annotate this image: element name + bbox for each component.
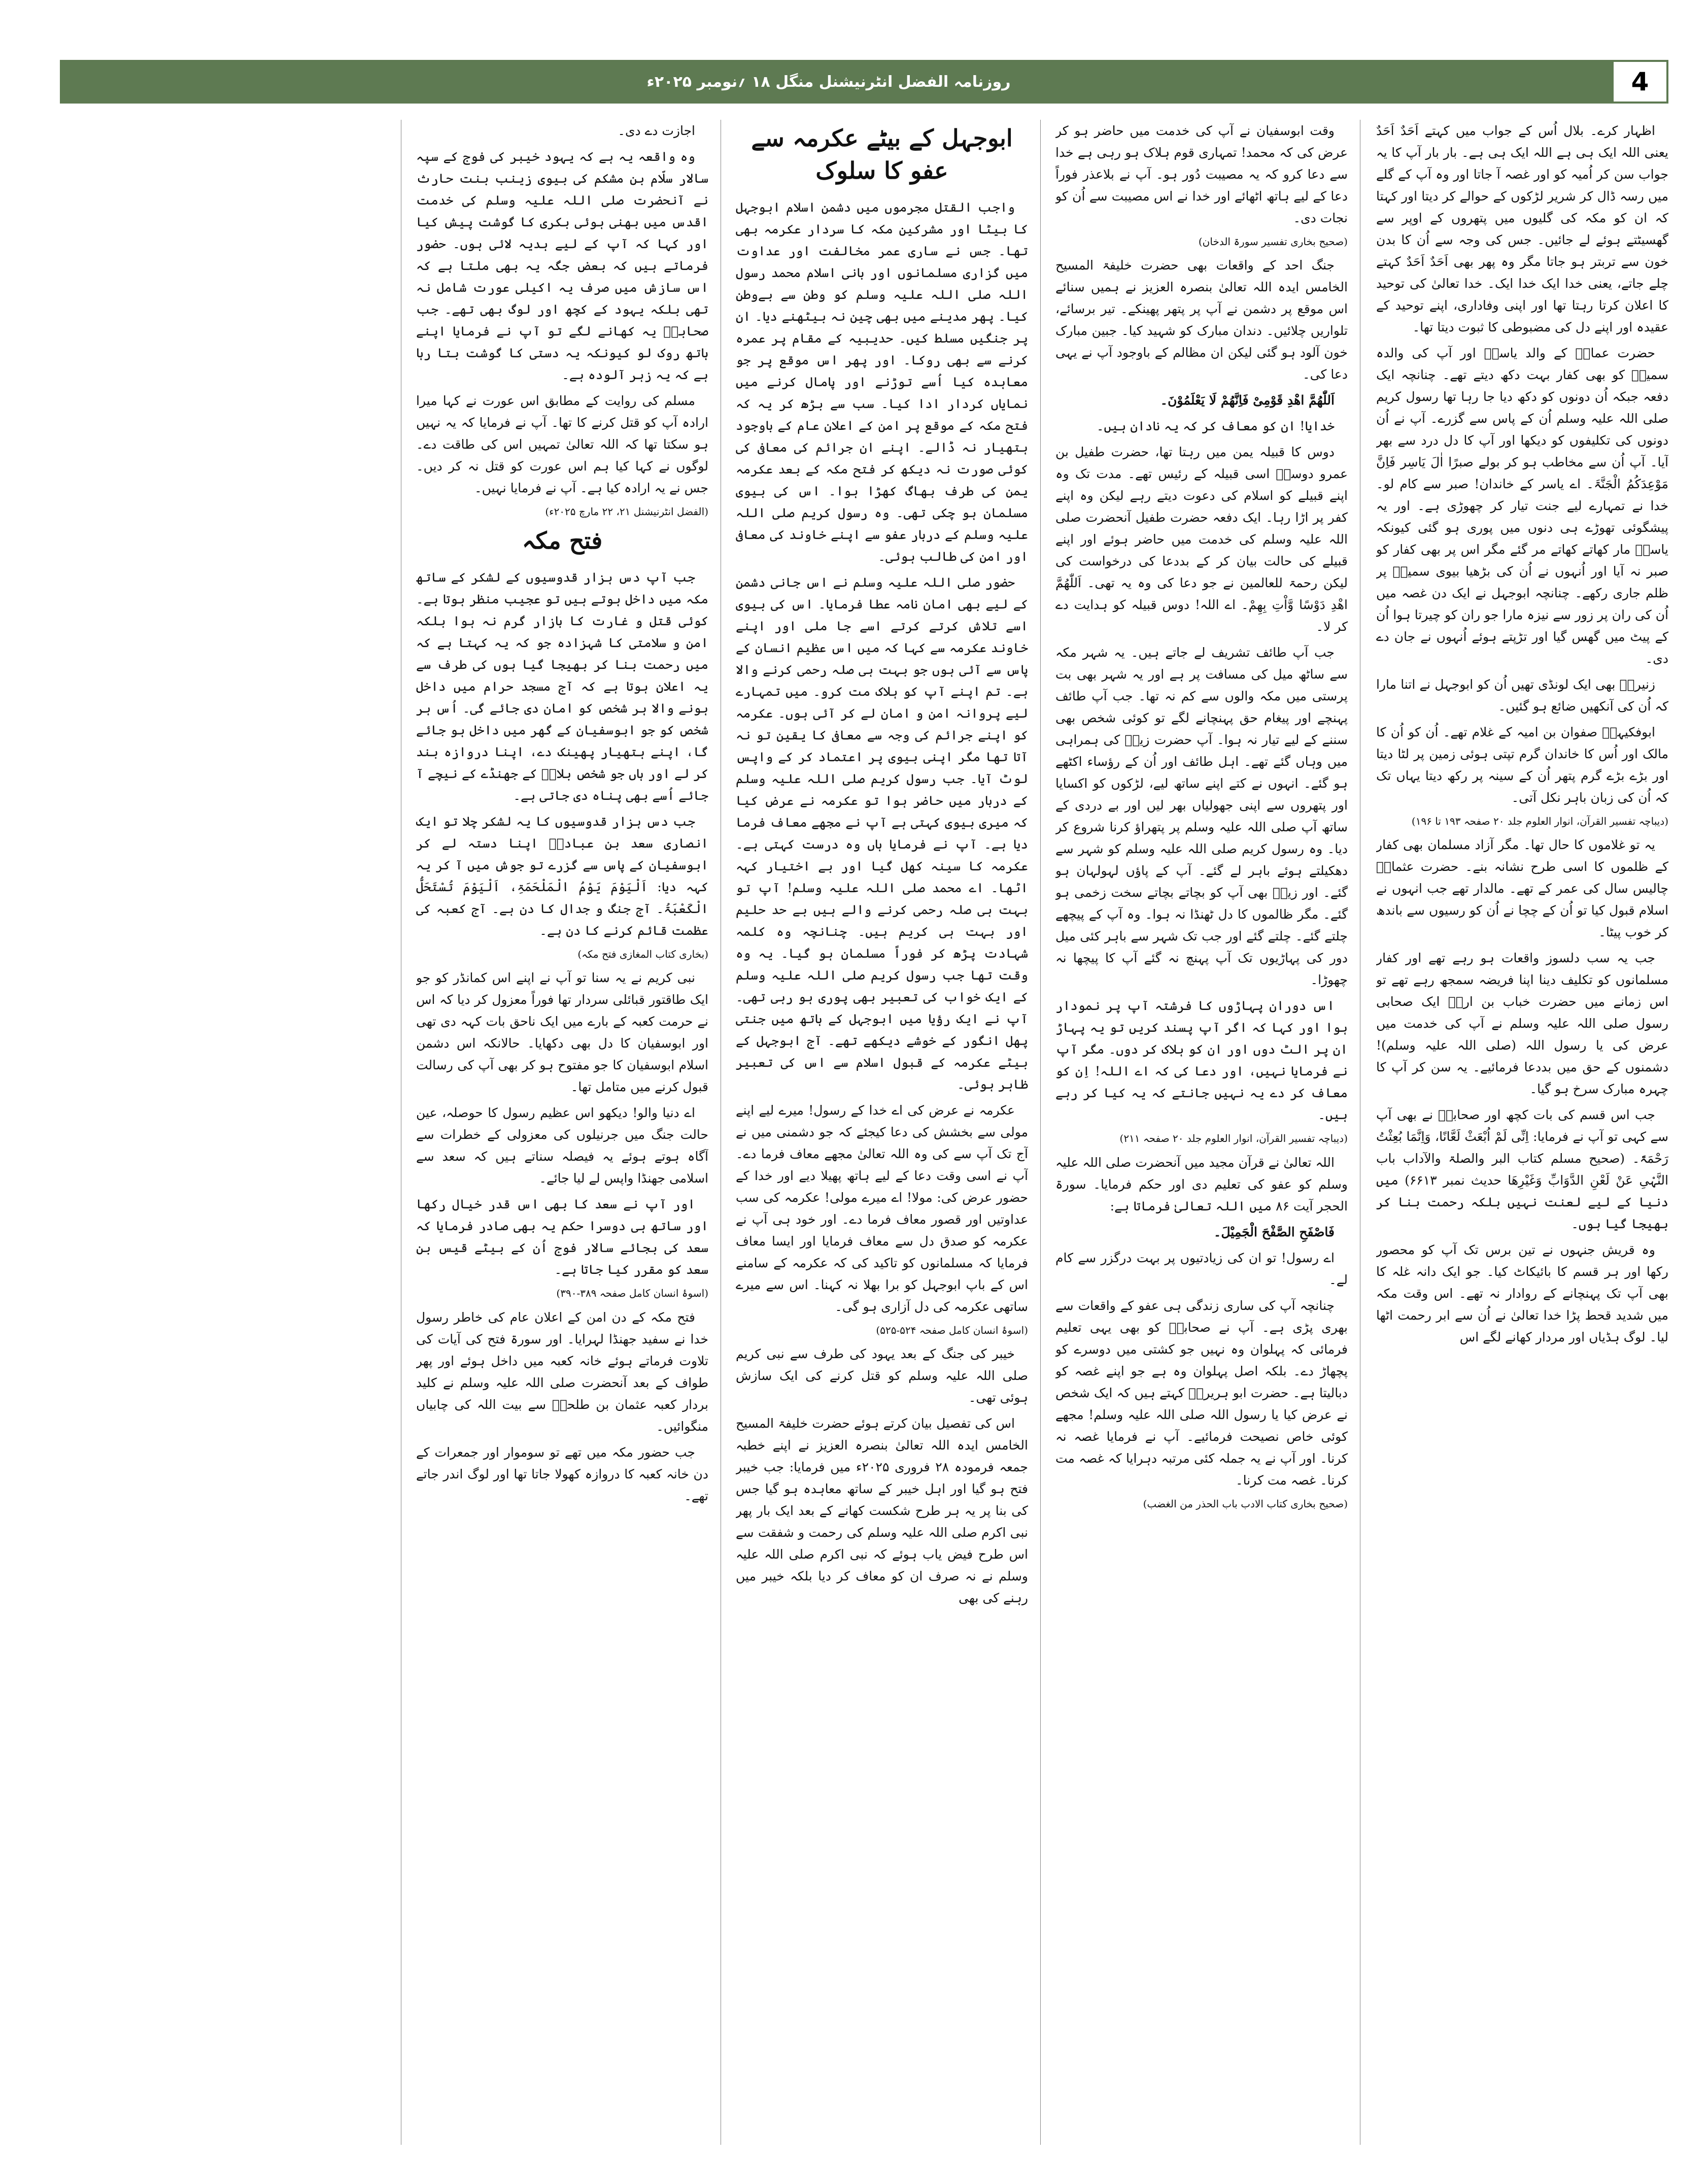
citation: (صحیح بخاری تفسیر سورۃ الدخان) <box>1198 235 1348 248</box>
column-2 <box>1055 120 1348 2145</box>
paragraph: اس دوران پہاڑوں کا فرشتہ آپ پر نمودار ہوا اور کہا کہ اگر آپ پسند کریں تو یہ پہاڑ ان پر الٹ دوں اور ان کو ہلاک کر دوں۔ مگر آپ نے فرمایا نہیں، اور دعا کی کہ اے اللہ! اِن کو معاف کر دے یہ نہیں جانتے کہ یہ کیا کر رہے ہیں۔ <box>1055 998 1348 1123</box>
column-4 <box>416 120 708 2145</box>
column-1 <box>1376 120 1668 2145</box>
paragraph: حضور صلی اللہ علیہ وسلم نے اس جانی دشمن کے لیے بھی امان نامہ عطا فرمایا۔ اس کی بیوی اسے تلاش کرتے کرتے اسے جا ملی اور اپنے خاوند عکرمہ سے کہا کہ میں اس عظیم انسان کے پاس سے آئی ہوں جو بہت ہی صلہ رحمی کرنے والا ہے۔ تم اپنے آپ کو ہلاک مت کرو۔ میں تمہارے لیے پروانہ امن و امان لے کر آئی ہوں۔ عکرمہ کو اپنے جرائم کی وجہ سے معافی کا یقین تو نہ آتا تھا مگر اپنی بیوی پر اعتماد کر کے واپس لوٹ آیا۔ جب رسول کریم صلی اللہ علیہ وسلم کے دربار میں حاضر ہوا تو عکرمہ نے عرض کیا کہ میری بیوی کہتی ہے آپ نے مجھے معاف فرما دیا ہے۔ آپ نے فرمایا ہاں وہ درست کہتی ہے۔ عکرمہ کا سینہ کھل گیا اور بے اختیار کہہ اٹھا۔ اے محمد صلی اللہ علیہ وسلم! آپ تو بہت ہی صلہ رحمی کرنے والے ہیں بے حد حلیم اور بہت ہی کریم ہیں۔ چنانچہ وہ کلمہ شہادت پڑھ کر فوراً مسلمان ہو گیا۔ یہ وہ وقت تھا جب رسول کریم صلی اللہ علیہ وسلم کے ایک خواب کی تعبیر بھی پوری ہو رہی تھی۔ آپ نے ایک رؤیا میں ابوجہل کے ہاتھ میں جنتی پھل انگور کے خوشے دیکھے تھے۔ آج ابوجہل کے بیٹے عکرمہ کے قبول اسلام سے اس کی تعبیر ظاہر ہوئی۔ <box>736 575 1028 1092</box>
paragraph: عکرمہ نے عرض کی اے خدا کے رسول! میرے لیے اپنے مولی سے بخشش کی دعا کیجئے کہ جو دشمنی میں نے آج تک آپ سے کی وہ اللہ تعالیٰ مجھے معاف فرما دے۔ آپ نے اسی وقت دعا کے لیے ہاتھ پھیلا دیے اور خدا کے حضور عرض کی: مولا! اے میرے مولی! عکرمہ کی سب عداوتیں اور قصور معاف فرما دے۔ اور خود ہی آپ نے عکرمہ کو صدق دل سے معاف فرمایا اور ایسا معاف فرمایا کہ مسلمانوں کو تاکید کی کہ عکرمہ کے سامنے اس کے باپ ابوجہل کو برا بھلا نہ کہنا۔ اس سے میرے ساتھی عکرمہ کی دل آزاری ہو گی۔ <box>736 1102 1028 1314</box>
paragraph: واجب القتل مجرموں میں دشمن اسلام ابوجہل کا بیٹا اور مشرکین مکہ کا سردار عکرمہ بھی تھا۔ جس نے ساری عمر مخالفت اور عداوت میں گزاری مسلمانوں اور بانی اسلام محمد رسول اللہ صلی اللہ علیہ وسلم کو وطن سے بےوطن کیا۔ پھر مدینے میں بھی چین نہ بیٹھنے دیا۔ ان پر جنگیں مسلط کیں۔ حدیبیہ کے مقام پر عمرہ کرنے سے بھی روکا۔ اور پھر اس موقع پر جو معاہدہ کیا اُسے توڑنے اور پامال کرنے میں نمایاں کردار ادا کیا۔ سب سے بڑھ کر یہ کہ فتح مکہ کے موقع پر امن کے اعلان عام کے باوجود ہتھیار نہ ڈالے۔ اپنے ان جرائم کی معافی کی کوئی صورت نہ دیکھ کر فتح مکہ کے بعد عکرمہ یمن کی طرف بھاگ کھڑا ہوا۔ اس کی بیوی مسلمان ہو چکی تھی۔ وہ رسول کریم صلی اللہ علیہ وسلم کے دربار عفو سے اپنے خاوند کی معافی اور امن کی طالب ہوئی۔ <box>736 199 1028 564</box>
citation: (دیباچہ تفسیر القرآن، انوار العلوم جلد ۲۰ صفحہ ۱۹۳ تا ۱۹۶) <box>1411 815 1668 827</box>
citation: (الفضل انٹرنیشنل ۲۱، ۲۲ مارچ ۲۰۲۵ء) <box>545 505 708 518</box>
citation: (صحیح بخاری کتاب الادب باب الحذر من الغضب) <box>1143 1497 1348 1510</box>
masthead: روزنامہ الفضل انٹرنیشنل منگل ۱۸ ؍نومبر ۲۰۲۵ء <box>646 73 1011 91</box>
paragraph: اے رسول! تو ان کی زیادتیوں پر بہت درگزر سے کام لے۔ <box>1055 1250 1348 1287</box>
paragraph: جب اس قسم کی بات کچھ اور صحابہؓ نے بھی آپ سے کہی تو آپ نے فرمایا: اِنِّی لَمْ اُبْعَثْ لَعَّانًا، وَاِنَّمَا بُعِثْتُ رَحْمَۃً۔ (صحیح مسلم کتاب البر والصلۃ والآداب باب النَّہْیِ عَنْ لَعْنِ الدَّوَابِّ وَغَیْرِھَا حدیث نمبر ۶۶۱۳) میں دنیا کے لیے لعنت نہیں بلکہ رحمت بنا کر بھیجا گیا ہوں۔ <box>1376 1107 1668 1232</box>
paragraph: وہ قریش جنہوں نے تین برس تک آپ کو محصور رکھا اور ہر قسم کا بائیکاٹ کیا۔ جو ایک دانہ غلہ کا بھی آپ تک پہنچانے کے روادار نہ تھے۔ اس وقت مکہ میں شدید قحط پڑا خدا تعالیٰ نے اُن سے ابر رحمت اٹھا لیا۔ لوگ ہڈیاں اور مردار کھانے لگے اس <box>1376 1242 1668 1345</box>
paragraph: مسلم کی روایت کے مطابق اس عورت نے کہا میرا ارادہ آپ کو قتل کرنے کا تھا۔ آپ نے فرمایا کہ یہ نہیں ہو سکتا تھا کہ اللہ تعالیٰ تمہیں اس کی طاقت دے۔ لوگوں نے کہا کیا ہم اس عورت کو قتل نہ کر دیں۔ جس نے یہ ارادہ کیا ہے۔ آپ نے فرمایا نہیں۔ <box>416 393 708 495</box>
paragraph: اس کی تفصیل بیان کرتے ہوئے حضرت خلیفۃ المسیح الخامس ایدہ اللہ تعالیٰ بنصرہ العزیز نے اپنے خطبہ جمعہ فرمودہ ۲۸ فروری ۲۰۲۵ء میں فرمایا: جب خیبر فتح ہو گیا اور اہل خیبر کے ساتھ معاہدہ ہو گیا جس کی بنا پر یہ ہر طرح شکست کھانے کے بعد ایک بار پھر نبی اکرم صلی اللہ علیہ وسلم کی رحمت و شفقت سے اس طرح فیض یاب ہوئے کہ نبی اکرم صلی اللہ علیہ وسلم نے نہ صرف ان کو معاف کر دیا بلکہ خیبر میں رہنے کی بھی <box>736 1416 1028 1606</box>
paragraph: اور آپ نے سعد کا بھی اس قدر خیال رکھا اور ساتھ ہی دوسرا حکم یہ بھی صادر فرمایا کہ سعد کی بجائے سالار فوج اُن کے بیٹے قیس بن سعد کو مقرر کیا جاتا ہے۔ <box>416 1197 708 1277</box>
paragraph: خدایا! ان کو معاف کر کہ یہ نادان ہیں۔ <box>1096 419 1335 434</box>
paragraph: حضرت عمارؓ کے والد یاسرؓ اور آپ کی والدہ سمیہؓ کو بھی کفار بہت دکھ دیتے تھے۔ چنانچہ ایک دفعہ جبکہ اُن دونوں کو دکھ دیا جا رہا تھا رسول کریم صلی اللہ علیہ وسلم اُن کے پاس سے گزرے۔ آپ نے اُن دونوں کی تکلیفوں کو دیکھا اور آپ کا دل درد سے بھر آیا۔ آپ اُن سے مخاطب ہو کر بولے صبرًا اٰلَ یَاسِر فَاِنَّ مَوْعِدَکُمُ الْجَنَّۃَ۔ اے یاسر کے خاندان! صبر سے کام لو۔ خدا نے تمہارے لیے جنت تیار کر چھوڑی ہے۔ اور یہ پیشگوئی تھوڑے ہی دنوں میں پوری ہو گئی کیونکہ یاسرؓ مار کھاتے کھاتے مر گئے مگر اس پر بھی کفار کو صبر نہ آیا اور اُنہوں نے اُن کی بڑھیا بیوی سمیہؓ پر ظلم جاری رکھے۔ چنانچہ ابوجہل نے ایک دن غصہ میں اُن کی ران پر زور سے نیزہ مارا جو ران کو چیرتا ہوا اُن کے پیٹ میں گھس گیا اور تڑپتے ہوئے اُنہوں نے جان دے دی۔ <box>1376 346 1668 666</box>
paragraph: جب آپ طائف تشریف لے جاتے ہیں۔ یہ شہر مکہ سے ساٹھ میل کی مسافت پر ہے اور یہ شہر بھی بت پرستی میں مکہ والوں سے کم نہ تھا۔ جب آپ طائف پہنچے اور پیغام حق پہنچانے لگے تو کوئی شخص بھی سننے کے لیے تیار نہ ہوا۔ آپ حضرت زیدؓ کی ہمراہی میں وہاں گئے تھے۔ اہل طائف اور اُن کے رؤساء اکٹھے ہو گئے۔ انہوں نے کتے اپنے ساتھ لیے، لڑکوں کو اکسایا اور پتھروں سے اپنی جھولیاں بھر لیں اور بے دردی کے ساتھ آپ صلی اللہ علیہ وسلم پر پتھراؤ کرنا شروع کر دیا۔ وہ رسول کریم صلی اللہ علیہ وسلم کو شہر سے دھکیلتے ہوئے باہر لے گئے۔ آپ کے پاؤں لہولہان ہو گئے۔ اور زیدؓ بھی آپ کو بچاتے بچاتے سخت زخمی ہو گئے۔ مگر ظالموں کا دل ٹھنڈا نہ ہوا۔ وہ آپ کے پیچھے چلتے گئے۔ چلتے گئے اور جب تک شہر سے باہر کئی میل دور کی پہاڑیوں تک آپ پہنچ نہ گئے آپ کا پیچھا نہ چھوڑا۔ <box>1055 645 1348 988</box>
header-bar <box>60 60 1668 104</box>
paragraph: اظہار کرے۔ بلال اُس کے جواب میں کہتے اَحَدٌ اَحَدٌ یعنی اللہ ایک ہی ہے اللہ ایک ہی ہے۔ بار بار آپ کا یہ جواب سن کر اُمیہ کو اور غصہ آ جاتا اور وہ آپ کے گلے میں رسہ ڈال کر شریر لڑکوں کے حوالے کر دیتا اور کہتا کہ ان کو مکہ کی گلیوں میں پتھروں کے اوپر سے گھسیٹتے ہوئے لے جائیں۔ جس کی وجہ سے اُن کا بدن خون سے تربتر ہو جاتا مگر وہ پھر بھی اَحَدٌ اَحَدٌ کہتے چلے جاتے، یعنی خدا ایک خدا ایک۔ خدا تعالیٰ کی توحید کا اعلان کرتا رہتا تھا اور اپنی وفاداری، اپنے توحید کے عقیدہ اور اپنے دل کی مضبوطی کا ثبوت دیتا تھا۔ <box>1376 123 1668 334</box>
arabic-prayer: اَللّٰھُمَّ اھْدِ قَوْمِیْ فَاِنَّھُمْ لَا یَعْلَمُوْنَ۔ <box>1160 393 1335 408</box>
citation: (اسوۂ انسان کامل صفحہ ۵۲۴-۵۲۵) <box>876 1324 1028 1336</box>
citation: (بخاری کتاب المغازی فتح مکہ) <box>577 948 708 960</box>
citation: (دیباچہ تفسیر القرآن، انوار العلوم جلد ۲۰ صفحہ ۲۱۱) <box>1119 1132 1348 1145</box>
section-heading: فتح مکہ <box>522 527 603 555</box>
paragraph: جنگ احد کے واقعات بھی حضرت خلیفۃ المسیح الخامس ایدہ اللہ تعالیٰ بنصرہ العزیز نے ہمیں سنائے اس موقع پر دشمن نے آپ پر پتھر پھینکے۔ تیر برسائے، تلواریں چلائیں۔ دندان مبارک کو شہید کیا۔ جبین مبارک خون آلود ہو گئی لیکن ان مظالم کے باوجود آپ نے یہی دعا کی۔ <box>1055 258 1348 382</box>
paragraph: وہ واقعہ یہ ہے کہ یہود خیبر کی فوج کے سپہ سالار سلّام بن مشکم کی بیوی زینب بنت حارث نے آنحضرت صلی اللہ علیہ وسلم کی خدمت اقدس میں بھنی ہوئی بکری کا گوشت پیش کیا اور کہا کہ آپ کے لیے ہدیہ لائی ہوں۔ حضور فرماتے ہیں کہ بعض جگہ یہ بھی ملتا ہے کہ اس سازش میں صرف یہ اکیلی عورت شامل نہ تھی بلکہ یہود کے کچھ اور لوگ بھی تھے۔ جب صحابہؓ یہ کھانے لگے تو آپ نے فرمایا اپنے ہاتھ روک لو کیونکہ یہ دستی کا گوشت بتا رہا ہے کہ یہ زہر آلودہ ہے۔ <box>416 149 708 382</box>
paragraph: چنانچہ آپ کی ساری زندگی ہی عفو کے واقعات سے بھری پڑی ہے۔ آپ نے صحابہؓ کو بھی یہی تعلیم فرمائی کہ پہلوان وہ نہیں جو کشتی میں دوسرے کو پچھاڑ دے۔ بلکہ اصل پہلوان وہ ہے جو اپنے غصہ کو دبالیتا ہے۔ حضرت ابو ہریرہؓ کہتے ہیں کہ ایک شخص نے عرض کیا یا رسول اللہ صلی اللہ علیہ وسلم! مجھے کوئی خاص نصیحت فرمائیے۔ آپ نے فرمایا غصہ نہ کرنا۔ اور آپ نے یہ جملہ کئی مرتبہ دہرایا کہ غصہ مت کرنا۔ غصہ مت کرنا۔ <box>1055 1298 1348 1488</box>
paragraph: نبی کریم نے یہ سنا تو آپ نے اپنے اس کمانڈر کو جو ایک طاقتور قبائلی سردار تھا فوراً معزول کر دیا کہ اس نے حرمت کعبہ کے بارے میں ایک ناحق بات کہہ دی تھی اور ابوسفیان کا دل بھی دکھایا۔ حالانکہ اس دشمن اسلام ابوسفیان کا جو مفتوح ہو کر بھی آپ کی رسالت قبول کرنے میں متامل تھا۔ <box>416 970 708 1095</box>
section-heading: ابوجہل کے بیٹے عکرمہ سے عفو کا سلوک <box>751 124 1013 185</box>
arabic-verse: فَاصْفَحِ الصَّفْحَ الْجَمِیْلَ۔ <box>1213 1224 1335 1239</box>
paragraph: اے دنیا والو! دیکھو اس عظیم رسول کا حوصلہ، عین حالت جنگ میں جرنیلوں کی معزولی کے خطرات سے آگاہ ہوتے ہوئے یہ فیصلہ سناتے ہیں کہ سعد سے اسلامی جھنڈا واپس لے لیا جائے۔ <box>416 1105 708 1186</box>
paragraph: اللہ تعالیٰ نے قرآن مجید میں آنحضرت صلی اللہ علیہ وسلم کو عفو کی تعلیم دی اور حکم فرمایا۔ سورۃ الحجر آیت ۸۶ میں اللہ تعالیٰ فرماتا ہے: <box>1055 1155 1348 1213</box>
paragraph: خیبر کی جنگ کے بعد یہود کی طرف سے نبی کریم صلی اللہ علیہ وسلم کو قتل کرنے کی ایک سازش ہوئی تھی۔ <box>736 1346 1028 1405</box>
paragraph: دوس کا قبیلہ یمن میں رہتا تھا، حضرت طفیل بن عمرو دوسیؓ اسی قبیلہ کے رئیس تھے۔ مدت تک وہ اپنے قبیلے کو اسلام کی دعوت دیتے رہے لیکن وہ اپنے کفر پر اڑا رہا۔ ایک دفعہ حضرت طفیل آنحضرت صلی اللہ علیہ وسلم کی خدمت میں حاضر ہوئے اور اپنے قبیلے کی حالت بیان کر کے بددعا کی درخواست کی لیکن رحمۃ للعالمین نے جو دعا کی وہ یہ تھی۔ اَللّٰھُمَّ اھْدِ دَوْسًا وَّاْتِ بِھِمْ۔ اے اللہ! دوس قبیلہ کو ہدایت دے کر لا۔ <box>1055 445 1348 634</box>
paragraph: وقت ابوسفیان نے آپ کی خدمت میں حاضر ہو کر عرض کی کہ محمد! تمہاری قوم ہلاک ہو رہی ہے خدا سے دعا کرو کہ یہ مصیبت دُور ہو۔ آپ نے بلاعذر فوراً دعا کے لیے ہاتھ اٹھائے اور خدا نے اس مصیبت سے اُن کو نجات دی۔ <box>1055 123 1348 225</box>
paragraph: جب دس ہزار قدوسیوں کا یہ لشکر چلا تو ایک انصاری سعد بن عبادہؓ اپنا دستہ لے کر ابوسفیان کے پاس سے گزرے تو جوش میں آ کر یہ کہہ دیا: اَلْیَوْمَ یَوْمُ الْمَلْحَمَۃِ، اَلْیَوْمَ تُسْتَحَلُّ الْکَعْبَۃُ۔ آج جنگ و جدال کا دن ہے۔ آج کعبہ کی عظمت قائم کرنے کا دن ہے۔ <box>416 814 708 938</box>
paragraph: جب یہ سب دلسوز واقعات ہو رہے تھے اور کفار مسلمانوں کو تکلیف دینا اپنا فریضہ سمجھ رہے تھے تو اس زمانے میں حضرت خباب بن ارتؓ ایک صحابی رسول صلی اللہ علیہ وسلم نے آپ کی خدمت میں عرض کی یا رسول اللہ (صلی اللہ علیہ وسلم)! دشمنوں کے حق میں بددعا فرمائیے۔ یہ سن کر آپ کا چہرہ مبارک سرخ ہو گیا۔ <box>1376 951 1668 1097</box>
paragraph: جب حضور مکہ میں تھے تو سوموار اور جمعرات کے دن خانہ کعبہ کا دروازہ کھولا جاتا تھا اور لوگ اندر جاتے تھے۔ <box>416 1444 708 1503</box>
citation: (اسوۂ انسان کامل صفحہ ۳۸۹-۳۹۰) <box>556 1287 708 1300</box>
paragraph: ابوفکیہہؓ صفوان بن امیہ کے غلام تھے۔ اُن کو اُن کا مالک اور اُس کا خاندان گرم تپتی ہوئی زمین پر لٹا دیتا اور بڑے بڑے گرم پتھر اُن کے سینہ پر رکھ دیتا یہاں تک کہ اُن کی زبان باہر نکل آتی۔ <box>1376 725 1668 805</box>
paragraph: جب آپ دس ہزار قدوسیوں کے لشکر کے ساتھ مکہ میں داخل ہوتے ہیں تو عجیب منظر ہوتا ہے۔ کوئی قتل و غارت کا بازار گرم نہ ہوا بلکہ امن و سلامتی کا شہزادہ جو کہ یہ کہتا ہے کہ میں رحمت بنا کر بھیجا گیا ہوں کی طرف سے یہ اعلان ہوتا ہے کہ آج مسجد حرام میں داخل ہونے والا ہر شخص کو امان دی جائے گی۔ اُس ہر شخص کو جو ابوسفیان کے گھر میں داخل ہو جائے گا، اپنے ہتھیار پھینک دے، اپنا دروازہ بند کر لے اور ہاں جو شخص بلالؓ کے جھنڈے کے نیچے آ جائے اُسے بھی پناہ دی جاتی ہے۔ <box>416 569 708 803</box>
paragraph: زنیرہؓ بھی ایک لونڈی تھیں اُن کو ابوجہل نے اتنا مارا کہ اُن کی آنکھیں ضائع ہو گئیں۔ <box>1376 677 1668 714</box>
page-number: 4 <box>1612 60 1668 104</box>
paragraph: فتح مکہ کے دن امن کے اعلان عام کی خاطر رسول خدا نے سفید جھنڈا لہرایا۔ اور سورۃ فتح کی آیات کی تلاوت فرماتے ہوئے خانہ کعبہ میں داخل ہوئے اور پھر طواف کے بعد آنحضرت صلی اللہ علیہ وسلم نے کلید بردار کعبہ عثمان بن طلحہؓ سے بیت اللہ کی چابیاں منگوائیں۔ <box>416 1309 708 1434</box>
paragraph: اجازت دے دی۔ <box>618 123 695 138</box>
paragraph: یہ تو غلاموں کا حال تھا۔ مگر آزاد مسلمان بھی کفار کے ظلموں کا اسی طرح نشانہ بنے۔ حضرت عثمانؓ چالیس سال کی عمر کے تھے۔ مالدار تھے جب انہوں نے اسلام قبول کیا تو اُن کے چچا نے اُن کو رسیوں سے باندھ کر خوب پیٹا۔ <box>1376 837 1668 940</box>
column-3 <box>736 120 1028 2145</box>
column-divider <box>1040 120 1041 2145</box>
